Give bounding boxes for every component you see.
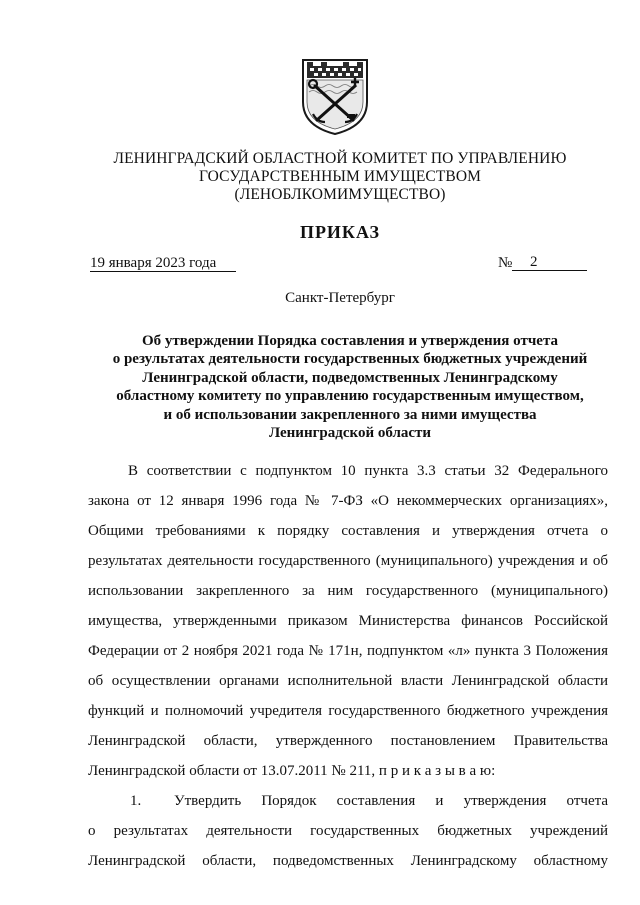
body-line: о результатах деятельности государственных бюджетных учреждений — [88, 823, 608, 839]
item-text: Утвердить Порядок составления и утверждения отчета — [174, 793, 608, 809]
title-line: и об использовании закрепленного за ними имущества — [163, 406, 537, 423]
list-item — [130, 792, 608, 810]
org-line: ЛЕНИНГРАДСКИЙ ОБЛАСТНОЙ КОМИТЕТ ПО УПРАВЛЕНИЮ — [113, 150, 567, 167]
title-line: Об утверждении Порядка составления и утверждения отчета — [141, 333, 559, 349]
document-type: ПРИКАЗ — [299, 222, 381, 242]
coat-of-arms-emblem — [299, 56, 371, 136]
body-line: В соответствии с подпунктом 10 пункта 3.3 статьи 32 Федерального — [128, 463, 608, 479]
body-line: результатах деятельности государственного (муниципального) учреждения и об — [88, 553, 608, 569]
body-line: функций и полномочий учредителя государственного бюджетного учреждения — [88, 703, 608, 719]
organization-name — [90, 150, 590, 204]
title-line: Ленинградской области, подведомственных Ленинградскому — [142, 369, 558, 386]
number-label: № — [498, 255, 513, 271]
title-line: о результатах деятельности государственных бюджетных учреждений — [112, 351, 588, 368]
body-line: об осуществлении органами исполнительной власти Ленинградской области — [88, 673, 608, 689]
city: Санкт-Петербург — [285, 290, 395, 306]
document-title — [95, 332, 605, 442]
body-line: закона от 12 января 1996 года № 7-ФЗ «О некоммерческих организациях», — [88, 493, 608, 509]
org-line: ГОСУДАРСТВЕННЫМ ИМУЩЕСТВОМ — [198, 168, 482, 185]
title-line: областному комитету по управлению государственным имуществом, — [116, 388, 584, 405]
body-line: Федерации от 2 ноября 2021 года № 171н, подпунктом «л» пункта 3 Положения — [88, 643, 608, 659]
body-line: имущества, утвержденными приказом Министерства финансов Российской — [88, 613, 608, 629]
body-line: Ленинградской области, подведомственных Ленинградскому областному — [88, 853, 608, 869]
item-number: 1. — [130, 793, 142, 809]
body-line: Общими требованиями к порядку составления и утверждения отчета о — [88, 523, 608, 539]
body-line: использовании закрепленного за ним государственного (муниципального) — [88, 583, 608, 599]
body-line: Ленинградской области от 13.07.2011 № 211, п р и к а з ы в а ю: — [88, 763, 496, 779]
title-line: Ленинградской области — [268, 425, 432, 442]
document-number: 2 — [512, 254, 587, 271]
org-line: (ЛЕНОБЛКОМИМУЩЕСТВО) — [234, 186, 446, 203]
body-line: Ленинградской области, утвержденного постановлением Правительства — [88, 733, 608, 749]
document-date: 19 января 2023 года — [90, 255, 236, 272]
